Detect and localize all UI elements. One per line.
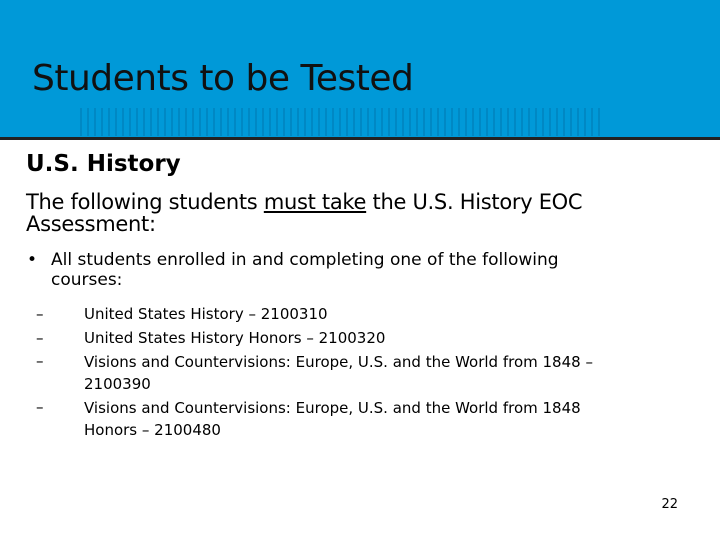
intro-emphasis: must take — [263, 190, 367, 214]
page-number: 22 — [661, 497, 678, 512]
course-item — [36, 350, 636, 396]
dash-marker: – — [36, 352, 44, 370]
bullet-item — [27, 250, 627, 290]
banner-divider — [0, 137, 720, 140]
intro-text-before: The following students — [26, 190, 264, 214]
banner-texture — [80, 108, 600, 136]
course-item — [36, 396, 636, 442]
intro-paragraph — [26, 191, 646, 235]
title-banner — [0, 0, 720, 137]
dash-marker: – — [36, 398, 44, 416]
bullet-text: All students enrolled in and completing one of the following courses: — [51, 250, 559, 290]
course-text: United States History – 2100310 — [84, 305, 328, 323]
course-item — [36, 326, 636, 350]
section-heading: U.S. History — [26, 151, 181, 177]
course-text: Visions and Countervisions: Europe, U.S. and the World from 1848 – 2100390 — [84, 353, 593, 393]
course-item — [36, 302, 636, 326]
intro-text-after: the U.S. History EOC Assessment: — [26, 190, 583, 236]
bullet-marker: • — [27, 250, 38, 270]
course-text: United States History Honors – 2100320 — [84, 329, 386, 347]
slide-title: Students to be Tested — [32, 58, 414, 99]
dash-marker: – — [36, 305, 44, 323]
dash-marker: – — [36, 329, 44, 347]
course-list — [36, 302, 636, 442]
course-text: Visions and Countervisions: Europe, U.S. and the World from 1848 Honors – 2100480 — [84, 399, 581, 439]
